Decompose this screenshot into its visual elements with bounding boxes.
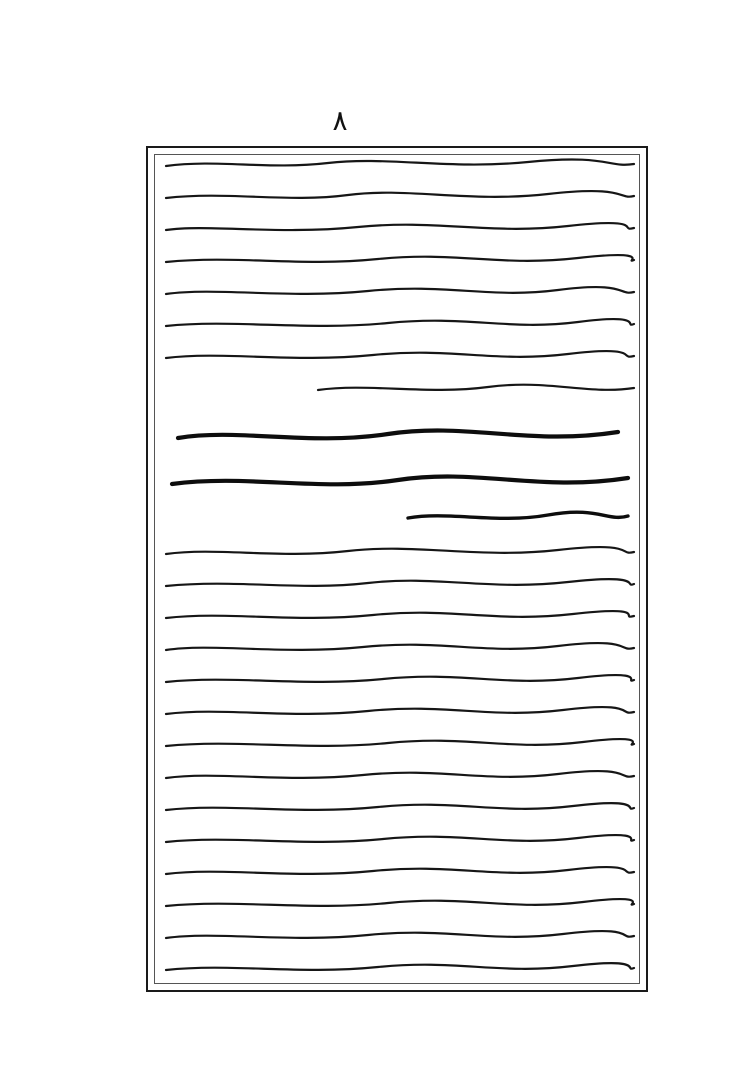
text-line [166,675,634,682]
text-line [166,963,634,970]
text-line [318,385,634,390]
heading-line [172,477,628,485]
text-line [166,547,634,554]
text-line [166,867,634,874]
text-line [166,931,634,938]
heading-line [408,512,628,518]
text-line [166,579,634,586]
text-line [166,191,634,198]
text-line [166,899,634,906]
page-number: ٨ [332,104,348,137]
text-frame [146,146,648,992]
page-header [160,104,630,144]
section-heading [172,431,628,519]
text-line [166,319,634,326]
text-line [166,835,634,842]
text-line [166,771,634,778]
heading-line [178,431,618,439]
text-line [166,159,634,166]
text-line [166,803,634,810]
text-line [166,707,634,714]
text-line [166,351,634,358]
paragraph-2 [166,547,634,970]
paragraph-1 [166,159,634,390]
script-lines [148,148,650,994]
text-line [166,739,634,746]
text-line [166,611,634,618]
text-line [166,287,634,294]
text-line [166,255,634,262]
text-line [166,643,634,650]
text-line [166,223,634,230]
